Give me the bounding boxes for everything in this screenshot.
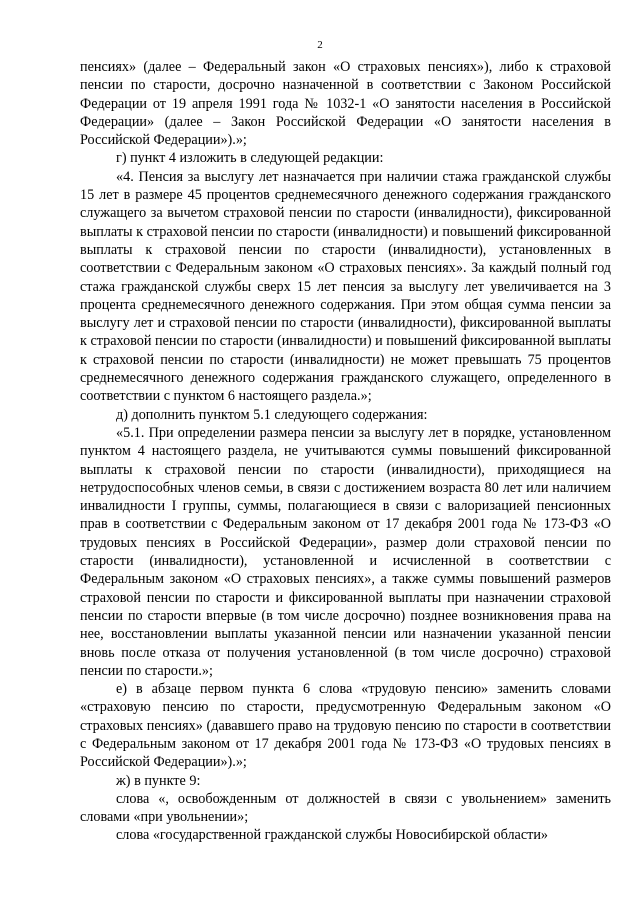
paragraph-item-d: д) дополнить пунктом 5.1 следующего содержания:: [116, 406, 428, 423]
paragraph-item-zh: ж) в пункте 9:: [116, 772, 201, 789]
paragraph-words-1: слова «, освобожденным от должностей в связи с увольнением» заменить словами «при увольнении»;: [80, 790, 611, 826]
page-number: 2: [317, 39, 323, 51]
document-body: [80, 58, 611, 845]
paragraph-clause-5-1: «5.1. При определении размера пенсии за выслугу лет в порядке, установленном пунктом 4 настоящего раздела, не учитываются суммы повышений фиксированной выплаты к страховой пенсии по старости (инвалидности), приходящиеся на нетрудоспособных членов семьи, в связи с достижением возраста 80 лет или наличием инвалидности I группы, суммы, полагающиеся в связи с валоризацией пенсионных прав в соответствии с Федеральным законом от 17 декабря 2001 года № 173-ФЗ «О трудовых пенсиях в Российской Федерации», размер доли страховой пенсии по старости (инвалидности), установленной и исчисленной в соответствии с Федеральным законом «О страховых пенсиях», а также суммы повышений размеров страховой пенсии по старости и фиксированной выплаты при назначении страховой пенсии по старости впервые (в том числе досрочно) позднее возникновения права на нее, восстановлении выплаты указанной пенсии или назначении указанной пенсии вновь после отказа от получения установленной (в том числе досрочно) страховой пенсии по старости.»;: [80, 424, 611, 679]
paragraph-continuation: пенсиях» (далее – Федеральный закон «О страховых пенсиях»), либо к страховой пенсии по старости, досрочно назначенной в соответствии с Законом Российской Федерации от 19 апреля 1991 года № 1032-1 «О занятости населения в Российской Федерации» (далее – Закон Российской Федерации «О занятости населения в Российской Федерации»).»;: [80, 59, 611, 149]
paragraph-item-e: е) в абзаце первом пункта 6 слова «трудовую пенсию» заменить словами «страховую пенсию по старости, предусмотренную Федеральным законом «О страховых пенсиях» (дававшего право на трудовую пенсию по старости в соответствии с Федеральным законом от 17 декабря 2001 года № 173-ФЗ «О трудовых пенсиях в Российской Федерации»).»;: [80, 681, 611, 771]
paragraph-item-g: г) пункт 4 изложить в следующей редакции:: [116, 150, 384, 167]
paragraph-clause-4: «4. Пенсия за выслугу лет назначается при наличии стажа гражданской службы 15 лет в размере 45 процентов среднемесячного денежного содержания гражданского служащего за вычетом страховой пенсии по старости (инвалидности), фиксированной выплаты к страховой пенсии по старости (инвалидности) и повышений фиксированной выплаты к страховой пенсии по старости (инвалидности), установленных в соответствии с Федеральным законом «О страховых пенсиях». За каждый полный год стажа гражданской службы сверх 15 лет пенсия за выслугу лет увеличивается на 3 процента среднемесячного денежного содержания. При этом общая сумма пенсии за выслугу лет и страховой пенсии по старости (инвалидности), фиксированной выплаты к страховой пенсии по старости (инвалидности) и повышений фиксированной выплаты к страховой пенсии по старости (инвалидности) не может превышать 75 процентов среднемесячного денежного содержания гражданского служащего, определенного в соответствии с пунктом 6 настоящего раздела.»;: [80, 168, 611, 405]
paragraph-words-2: слова «государственной гражданской службы Новосибирской области»: [116, 827, 549, 844]
